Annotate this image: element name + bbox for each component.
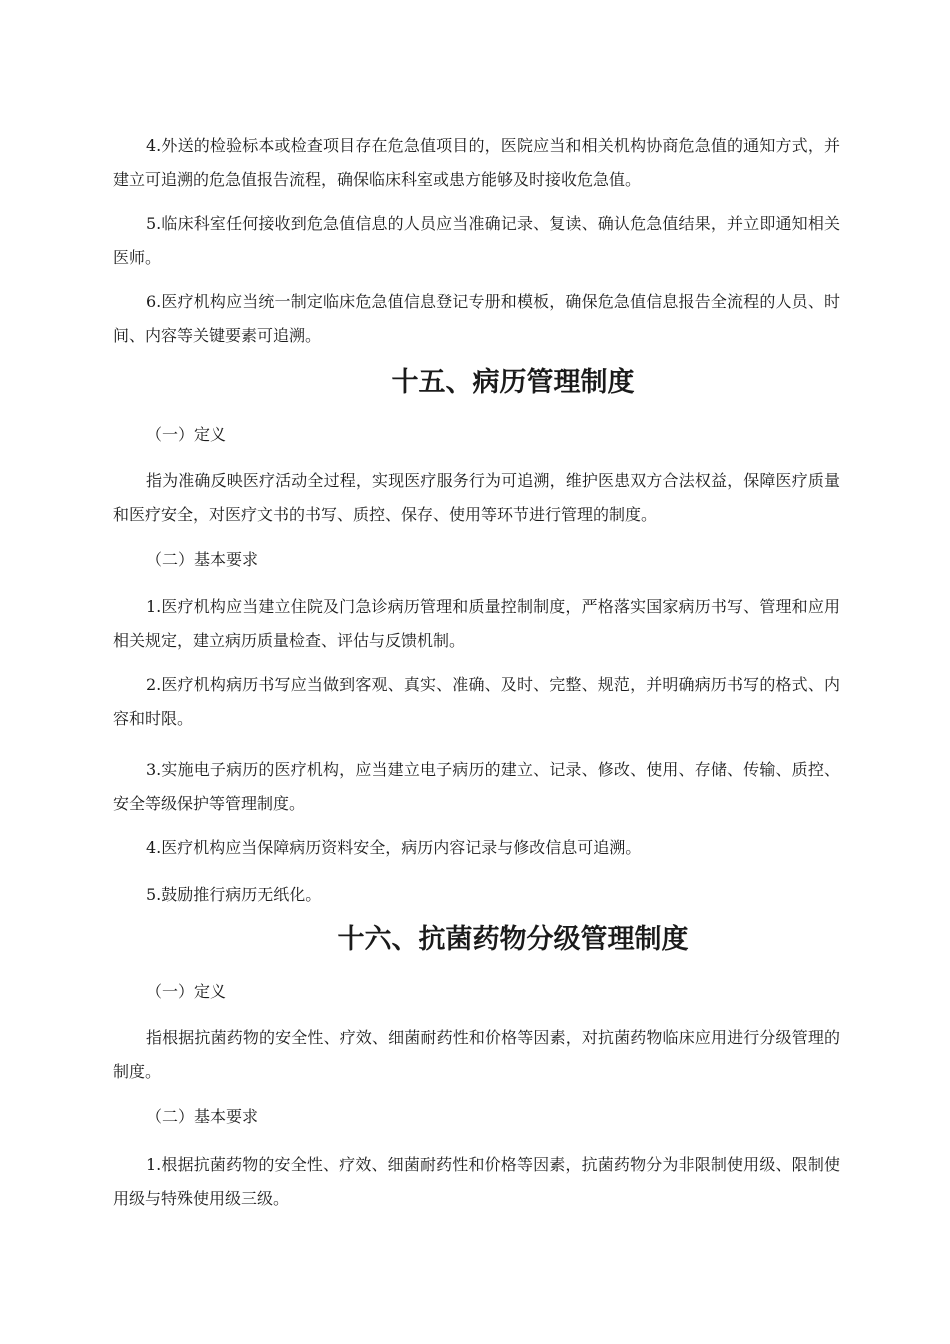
section-15-definition-label: （一）定义	[146, 425, 227, 444]
paragraph-item-5: 5.临床科室任何接收到危急值信息的人员应当准确记录、复读、确认危急值结果，并立即通知相关医师。	[113, 214, 840, 267]
paragraph-item-6: 6.医疗机构应当统一制定临床危急值信息登记专册和模板，确保危急值信息报告全流程的人员、时间、内容等关键要素可追溯。	[113, 292, 840, 345]
section-15-item-1: 1.医疗机构应当建立住院及门急诊病历管理和质量控制制度，严格落实国家病历书写、管理和应用相关规定，建立病历质量检查、评估与反馈机制。	[113, 597, 840, 650]
section-16-title: 十六、抗菌药物分级管理制度	[337, 924, 689, 955]
section-15-item-4: 4.医疗机构应当保障病历资料安全，病历内容记录与修改信息可追溯。	[146, 838, 642, 857]
section-15-title: 十五、病历管理制度	[391, 367, 635, 398]
section-16-definition-text: 指根据抗菌药物的安全性、疗效、细菌耐药性和价格等因素，对抗菌药物临床应用进行分级管理的制度。	[113, 1028, 840, 1081]
section-16-definition-label: （一）定义	[146, 982, 227, 1001]
section-15-requirements-label: （二）基本要求	[146, 550, 259, 569]
section-16-requirements-label: （二）基本要求	[146, 1107, 259, 1126]
section-16-item-1: 1.根据抗菌药物的安全性、疗效、细菌耐药性和价格等因素，抗菌药物分为非限制使用级、限制使用级与特殊使用级三级。	[113, 1155, 840, 1208]
section-15-definition-text: 指为准确反映医疗活动全过程，实现医疗服务行为可追溯，维护医患双方合法权益，保障医疗质量和医疗安全，对医疗文书的书写、质控、保存、使用等环节进行管理的制度。	[113, 471, 840, 524]
section-15-item-5: 5.鼓励推行病历无纸化。	[146, 885, 322, 904]
paragraph-item-4: 4.外送的检验标本或检查项目存在危急值项目的，医院应当和相关机构协商危急值的通知方式，并建立可追溯的危急值报告流程，确保临床科室或患方能够及时接收危急值。	[113, 136, 840, 189]
section-15-item-2: 2.医疗机构病历书写应当做到客观、真实、准确、及时、完整、规范，并明确病历书写的格式、内容和时限。	[113, 675, 840, 728]
section-15-item-3: 3.实施电子病历的医疗机构，应当建立电子病历的建立、记录、修改、使用、存储、传输、质控、安全等级保护等管理制度。	[113, 760, 840, 813]
